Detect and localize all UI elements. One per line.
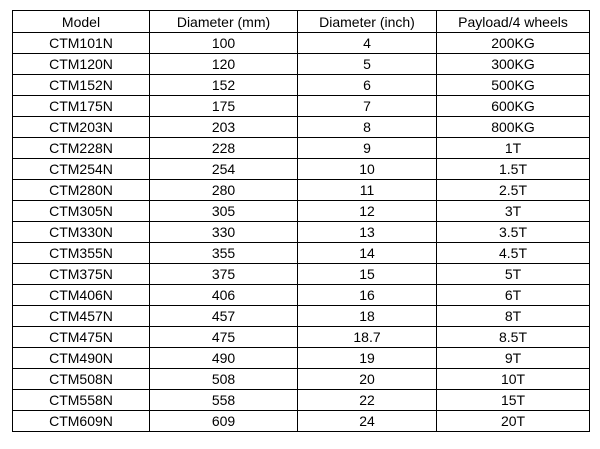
cell-diameter-mm: 457: [150, 306, 298, 327]
table-row: [13, 159, 590, 180]
cell-diameter-inch: 18: [298, 306, 437, 327]
cell-model: CTM254N: [13, 159, 150, 180]
cell-diameter-inch: 12: [298, 201, 437, 222]
cell-payload: 8.5T: [437, 327, 590, 348]
cell-model: CTM175N: [13, 96, 150, 117]
cell-diameter-inch: 15: [298, 264, 437, 285]
cell-diameter-mm: 330: [150, 222, 298, 243]
cell-diameter-inch: 6: [298, 75, 437, 96]
cell-diameter-inch: 18.7: [298, 327, 437, 348]
table-row: [13, 180, 590, 201]
cell-diameter-mm: 100: [150, 33, 298, 54]
table-row: [13, 138, 590, 159]
cell-payload: 6T: [437, 285, 590, 306]
cell-payload: 1.5T: [437, 159, 590, 180]
cell-model: CTM152N: [13, 75, 150, 96]
cell-model: CTM203N: [13, 117, 150, 138]
cell-diameter-inch: 20: [298, 369, 437, 390]
cell-diameter-mm: 558: [150, 390, 298, 411]
cell-model: CTM609N: [13, 411, 150, 432]
cell-diameter-mm: 120: [150, 54, 298, 75]
cell-model: CTM330N: [13, 222, 150, 243]
cell-diameter-inch: 22: [298, 390, 437, 411]
cell-diameter-mm: 280: [150, 180, 298, 201]
cell-model: CTM375N: [13, 264, 150, 285]
table-row: [13, 411, 590, 432]
table-row: [13, 243, 590, 264]
cell-model: CTM508N: [13, 369, 150, 390]
cell-diameter-inch: 13: [298, 222, 437, 243]
cell-diameter-mm: 508: [150, 369, 298, 390]
cell-model: CTM406N: [13, 285, 150, 306]
cell-diameter-mm: 175: [150, 96, 298, 117]
cell-diameter-inch: 9: [298, 138, 437, 159]
table-row: [13, 33, 590, 54]
cell-model: CTM490N: [13, 348, 150, 369]
cell-model: CTM305N: [13, 201, 150, 222]
cell-payload: 8T: [437, 306, 590, 327]
caster-spec-table: [12, 10, 590, 432]
cell-payload: 15T: [437, 390, 590, 411]
cell-payload: 5T: [437, 264, 590, 285]
cell-payload: 500KG: [437, 75, 590, 96]
header-diameter-inch: Diameter (inch): [298, 11, 437, 33]
cell-model: CTM355N: [13, 243, 150, 264]
cell-diameter-inch: 4: [298, 33, 437, 54]
table-row: [13, 117, 590, 138]
cell-model: CTM280N: [13, 180, 150, 201]
cell-payload: 1T: [437, 138, 590, 159]
table-row: [13, 222, 590, 243]
cell-payload: 800KG: [437, 117, 590, 138]
table-header-row: [13, 11, 590, 33]
cell-payload: 3T: [437, 201, 590, 222]
cell-diameter-inch: 8: [298, 117, 437, 138]
cell-payload: 300KG: [437, 54, 590, 75]
header-payload: Payload/4 wheels: [437, 11, 590, 33]
cell-payload: 4.5T: [437, 243, 590, 264]
table-row: [13, 201, 590, 222]
cell-diameter-mm: 609: [150, 411, 298, 432]
cell-payload: 9T: [437, 348, 590, 369]
cell-diameter-inch: 19: [298, 348, 437, 369]
cell-payload: 200KG: [437, 33, 590, 54]
cell-payload: 10T: [437, 369, 590, 390]
table-row: [13, 285, 590, 306]
cell-diameter-mm: 254: [150, 159, 298, 180]
table-row: [13, 327, 590, 348]
header-diameter-mm: Diameter (mm): [150, 11, 298, 33]
table-row: [13, 306, 590, 327]
table-row: [13, 264, 590, 285]
cell-payload: 2.5T: [437, 180, 590, 201]
cell-diameter-mm: 375: [150, 264, 298, 285]
cell-payload: 20T: [437, 411, 590, 432]
cell-model: CTM101N: [13, 33, 150, 54]
cell-model: CTM120N: [13, 54, 150, 75]
cell-model: CTM475N: [13, 327, 150, 348]
cell-diameter-mm: 475: [150, 327, 298, 348]
cell-diameter-inch: 10: [298, 159, 437, 180]
cell-diameter-mm: 355: [150, 243, 298, 264]
table-row: [13, 390, 590, 411]
table-row: [13, 369, 590, 390]
header-model: Model: [13, 11, 150, 33]
cell-payload: 3.5T: [437, 222, 590, 243]
cell-model: CTM228N: [13, 138, 150, 159]
cell-diameter-mm: 152: [150, 75, 298, 96]
cell-payload: 600KG: [437, 96, 590, 117]
cell-diameter-mm: 228: [150, 138, 298, 159]
cell-diameter-mm: 406: [150, 285, 298, 306]
cell-model: CTM558N: [13, 390, 150, 411]
cell-model: CTM457N: [13, 306, 150, 327]
table-row: [13, 348, 590, 369]
cell-diameter-mm: 490: [150, 348, 298, 369]
cell-diameter-mm: 203: [150, 117, 298, 138]
table-row: [13, 54, 590, 75]
cell-diameter-inch: 11: [298, 180, 437, 201]
cell-diameter-inch: 24: [298, 411, 437, 432]
cell-diameter-inch: 14: [298, 243, 437, 264]
cell-diameter-inch: 5: [298, 54, 437, 75]
table-row: [13, 75, 590, 96]
cell-diameter-inch: 7: [298, 96, 437, 117]
cell-diameter-inch: 16: [298, 285, 437, 306]
table-body: [13, 33, 590, 432]
cell-diameter-mm: 305: [150, 201, 298, 222]
table-row: [13, 96, 590, 117]
